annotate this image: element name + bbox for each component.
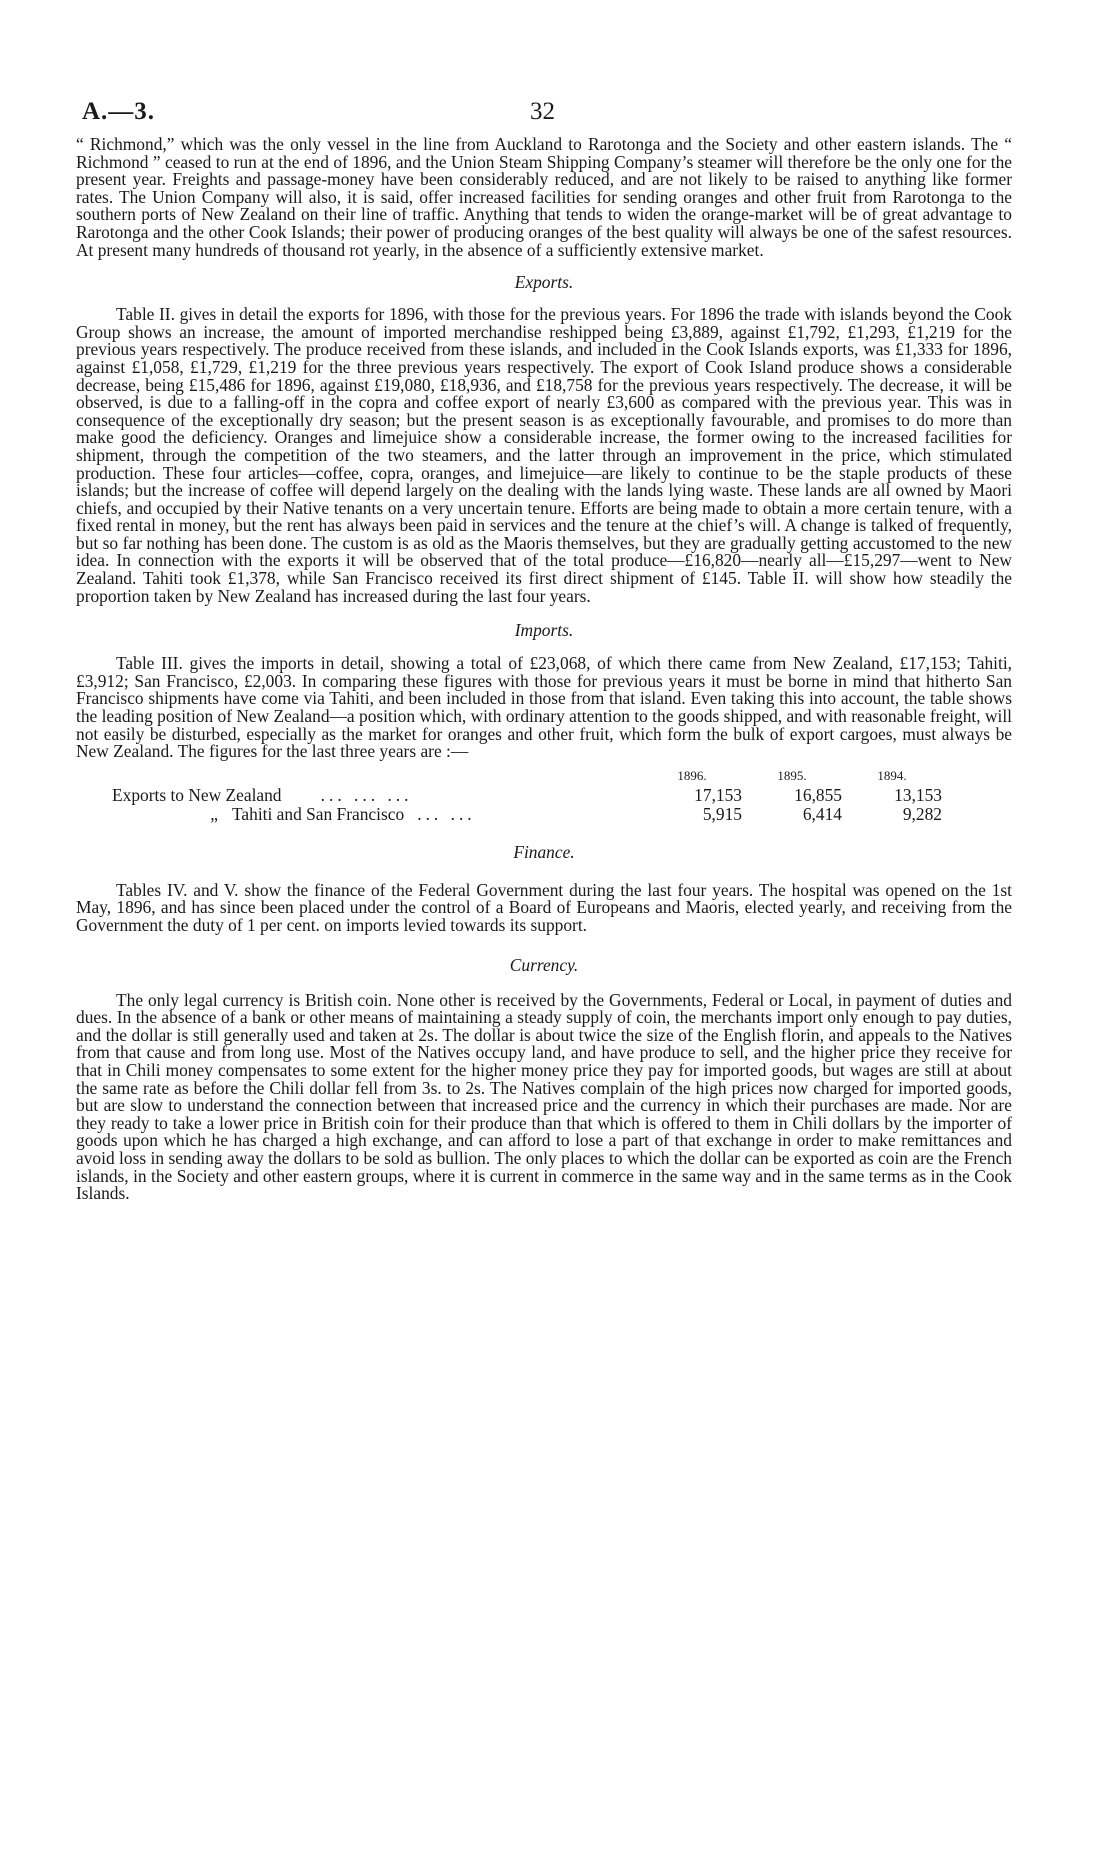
currency-paragraph: The only legal currency is British coin. None other is received by the Governments, Federal or Local, in payment of duties and dues. In the absence of a bank or other means of maintaining a steady supply of coin, the merchants import only enough to pay duties, and the dollar is still generally used and taken at 2s. The dollar is about twice the size of the English florin, and appeals to the Natives from that cause and from long use. Most of the Natives occupy land, and have produce to sell, and the higher price they receive for that in Chili money compensates to some extent for the higher money price they pay for imported goods, but wages are still at about the same rate as before the Chili dollar fell from 3s. to 2s. The Natives complain of the high prices now charged for imported goods, but are slow to understand the connection between that increased price and the currency in which their purchases are made. Nor are they ready to take a lower price in British coin for their produce than that which is offered to them in Chili dollars by the importer of goods upon which he has charged a high exchange, and can afford to lose a part of that exchange in order to make remittances and avoid loss in sending away the dollars to be sold as bullion. The only places to which the dollar can be exported as coin are the French islands, in the Society and other eastern groups, where it is current in commerce in the same way and in the same terms as in the Cook Islands. (76, 989, 1012, 1204)
intro-paragraph: “ Richmond,” which was the only vessel in the line from Auckland to Rarotonga and the Society and other eastern islands. The “ Richmond ” ceased to run at the end of 1896, and the Union Steam Shipping Company’s steamer will therefore be the only one for the present year. Freights and passage-money have been considerably reduced, and are not likely to be raised to anything like former rates. The Union Company will also, it is said, offer increased facilities for sending oranges and other fruit from Rarotonga to the southern ports of New Zealand on their line of traffic. Anything that tends to widen the orange-market will be of great advantage to Rarotonga and the other Cook Islands; their power of producing oranges of the best quality will always be one of the safest resources. At present many hundreds of thousand rot yearly, in the absence of a sufficiently extensive market. (76, 134, 1012, 260)
table-cell: 13,153 (894, 784, 942, 805)
year-header-1896: 1896. (677, 767, 707, 783)
row-leader: ... ... (417, 803, 476, 824)
heading-finance: Finance. (513, 841, 575, 862)
table-row (112, 786, 942, 805)
year-header-1894: 1894. (877, 767, 907, 783)
heading-imports: Imports. (514, 620, 574, 641)
table-cell: 6,414 (802, 803, 842, 824)
document-reference: A.—3. (82, 98, 156, 125)
table-row (112, 805, 942, 824)
exports-figures-table (112, 766, 942, 824)
row-label: Tahiti and San Francisco (232, 803, 405, 824)
page-number: 32 (530, 98, 555, 125)
table-cell: 17,153 (694, 784, 742, 805)
exports-paragraph: Table II. gives in detail the exports for 1896, with those for the previous years. For 1896 the trade with islands beyond the Cook Group shows an increase, the amount of imported merchandise reshipped being £3,889, against £1,792, £1,293, £1,219 for the previous years respectively. The produce received from these islands, and included in the Cook Islands exports, was £1,333 for 1896, against £1,058, £1,729, £1,219 for the three previous years respectively. The export of Cook Island produce shows a considerable decrease, being £15,486 for 1896, against £19,080, £18,936, and £18,758 for the previous years respectively. The decrease, it will be observed, is due to a falling-off in the copra and coffee export of nearly £3,600 as compared with the previous year. This was in consequence of the exceptionally dry season; but the present season is as exceptionally favourable, and promises to do more than make good the deficiency. Oranges and limejuice show a considerable increase, the former owing to the increased facilities for shipment, through the competition of the two steamers, and the latter through an improvement in the price, which stimulated production. These four articles—coffee, copra, oranges, and limejuice—are likely to continue to be the staple products of these islands; but the increase of coffee will depend largely on the dealing with the lands lying waste. These lands are all owned by Maori chiefs, and occupied by their Native tenants on a very uncertain tenure. Efforts are being made to obtain a more certain tenure, with a fixed rental in money, but the rent has always been paid in services and the tenure at the chief’s will. A change is talked of frequently, but so far nothing has been done. The custom is as old as the Maoris themselves, but they are gradually getting accustomed to the new idea. In connection with the exports it will be observed that of the total produce—£16,820—nearly all—£15,297—went to New Zealand. Tahiti took £1,378, while San Francisco received its first direct shipment of £145. Table II. will show how steadily the proportion taken by New Zealand has increased during the last four years. (76, 304, 1012, 606)
year-header-1895: 1895. (777, 767, 807, 783)
table-cell: 16,855 (794, 784, 842, 805)
heading-exports: Exports. (514, 272, 574, 293)
row-label: Exports to New Zealand (112, 784, 282, 805)
table-header-row (112, 766, 942, 786)
finance-paragraph: Tables IV. and V. show the finance of the Federal Government during the last four years. The hospital was opened on the 1st May, 1896, and has since been placed under the control of a Board of Europeans and Maoris, elected yearly, and receiving from the Government the duty of 1 per cent. on imports levied towards its support. (76, 879, 1012, 935)
heading-currency: Currency. (509, 954, 579, 975)
table-cell: 9,282 (902, 803, 942, 824)
imports-paragraph: Table III. gives the imports in detail, showing a total of £23,068, of which there came from New Zealand, £17,153; Tahiti, £3,912; San Francisco, £2,003. In comparing these figures with those for previous years it must be borne in mind that hitherto San Francisco shipments have come via Tahiti, and been included in those from that island. Even taking this into account, the table shows the leading position of New Zealand—a position which, with ordinary attention to the goods shipped, and with reasonable freight, will not easily be disturbed, especially as the market for oranges and other fruit, which form the bulk of export cargoes, must always be New Zealand. The figures for the last three years are :— (76, 653, 1012, 762)
document-page (76, 92, 1012, 1203)
ditto-mark: „ (210, 803, 218, 824)
row-leader: ... ... ... (320, 784, 413, 805)
page-header (76, 92, 1012, 136)
table-cell: 5,915 (702, 803, 742, 824)
